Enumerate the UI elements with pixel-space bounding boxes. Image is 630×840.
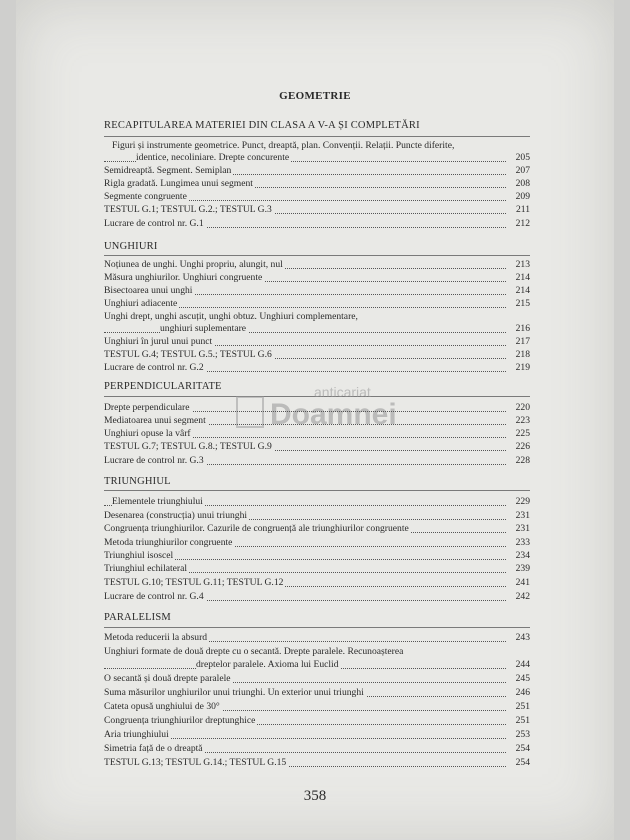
toc-entry-text: TESTUL G.13; TESTUL G.14.; TESTUL G.15 — [104, 757, 287, 768]
toc-page: 208 — [506, 178, 530, 190]
toc-entry-text: Unghiuri adiacente — [104, 298, 178, 309]
watermark-bottom-text: Doamnei — [270, 398, 397, 431]
toc-entry-text: Metoda triunghiurilor congruente — [104, 537, 233, 548]
toc-entry — [104, 537, 530, 549]
toc-entry — [104, 285, 530, 297]
toc-entry — [104, 577, 530, 589]
toc-entry-text: TESTUL G.7; TESTUL G.8.; TESTUL G.9 — [104, 441, 272, 452]
toc-entry-text: Triunghiul isoscel — [104, 550, 174, 561]
section-divider — [104, 255, 530, 256]
toc-page: 216 — [506, 323, 530, 335]
toc-entry — [104, 496, 530, 508]
toc-page: 207 — [506, 165, 530, 177]
toc-entry — [104, 701, 530, 713]
toc-page: 213 — [506, 259, 530, 271]
watermark-top-text: anticariat — [314, 384, 371, 400]
section-divider — [104, 136, 530, 137]
toc-page: 217 — [506, 336, 530, 348]
toc-entry — [104, 659, 530, 671]
toc-entry-text: O secantă și două drepte paralele — [104, 673, 231, 684]
toc-page: 205 — [506, 152, 530, 164]
toc-page: 231 — [506, 523, 530, 535]
toc-page: 225 — [506, 428, 530, 440]
toc-page: 231 — [506, 510, 530, 522]
toc-entry-text: Cateta opusă unghiului de 30° — [104, 701, 220, 712]
toc-entry-text: Rigla gradată. Lungimea unui segment — [104, 178, 253, 189]
toc-entry — [104, 523, 530, 535]
toc-entry-text: TESTUL G.4; TESTUL G.5.; TESTUL G.6 — [104, 349, 272, 360]
toc-page: 239 — [506, 563, 530, 575]
toc-entry-text: Lucrare de control nr. G.3 — [104, 455, 204, 466]
toc-entry-text: Unghi drept, unghi ascuțit, unghi obtuz. Unghiuri complementare, — [104, 311, 358, 322]
toc-page: 244 — [506, 659, 530, 671]
toc-page: 214 — [506, 272, 530, 284]
toc-page: 234 — [506, 550, 530, 562]
toc-entry — [104, 165, 530, 177]
toc-page: 233 — [506, 537, 530, 549]
toc-entry — [104, 563, 530, 575]
toc-entry — [104, 715, 530, 727]
toc-entry-text: Metoda reducerii la absurd — [104, 632, 208, 643]
toc-entry-text: Suma măsurilor unghiurilor unui triunghi. Un exterior unui triunghi — [104, 687, 364, 698]
toc-entry — [104, 323, 530, 335]
toc-entry — [104, 204, 530, 216]
toc-page: 218 — [506, 349, 530, 361]
toc-entry-text: Segmente congruente — [104, 191, 187, 202]
toc-page: 254 — [506, 757, 530, 769]
toc-entry — [104, 178, 530, 190]
toc-entry-text: identice, necoliniare. Drepte concurente — [136, 152, 290, 163]
toc-entry-text: unghiuri suplementare — [160, 323, 247, 334]
toc-entry — [104, 673, 530, 685]
toc-entry-text: Bisectoarea unui unghi — [104, 285, 193, 296]
toc-entry-text: Semidreaptă. Segment. Semiplan — [104, 165, 232, 176]
toc-entry-text: Măsura unghiurilor. Unghiuri congruente — [104, 272, 263, 283]
toc-entry-text: Lucrare de control nr. G.4 — [104, 591, 204, 602]
toc-entry-text: Lucrare de control nr. G.2 — [104, 362, 204, 373]
toc-entry-text: TESTUL G.10; TESTUL G.11; TESTUL G.12 — [104, 577, 284, 588]
page-number: 358 — [303, 788, 327, 804]
toc-entry — [104, 687, 530, 699]
toc-entry-text: Lucrare de control nr. G.1 — [104, 218, 204, 229]
toc-entry-text: Congruența triunghiurilor. Cazurile de congruență ale triunghiurilor congruente — [104, 523, 409, 534]
toc-entry-text: Noțiunea de unghi. Unghi propriu, alungit, nul — [104, 259, 283, 270]
toc-entry-text: Elementele triunghiului — [112, 496, 203, 507]
section-heading: RECAPITULAREA MATERIEI DIN CLASA A V-A ȘI COMPLETĂRI — [104, 120, 420, 131]
toc-entry-text: Unghiuri în jurul unui punct — [104, 336, 213, 347]
toc-entry — [104, 455, 530, 467]
toc-entry — [104, 272, 530, 284]
toc-entry — [104, 336, 530, 348]
toc-entry — [104, 298, 530, 310]
toc-entry-text: dreptelor paralele. Axioma lui Euclid — [196, 659, 339, 670]
toc-page: 243 — [506, 632, 530, 644]
toc-entry-text: Figuri și instrumente geometrice. Punct, dreaptă, plan. Convenții. Relații. Puncte diferite, — [112, 140, 455, 151]
section-heading: TRIUNGHIUL — [104, 476, 171, 487]
toc-page: 246 — [506, 687, 530, 699]
toc-page: 229 — [506, 496, 530, 508]
toc-entry-text: Drepte perpendiculare — [104, 402, 190, 413]
toc-page: 212 — [506, 218, 530, 230]
toc-entry — [104, 191, 530, 203]
toc-entry — [104, 757, 530, 769]
section-divider — [104, 627, 530, 628]
toc-entry-text: Congruența triunghiurilor dreptunghice — [104, 715, 256, 726]
page-title: GEOMETRIE — [279, 90, 351, 102]
toc-page: 251 — [506, 701, 530, 713]
section-heading: UNGHIURI — [104, 241, 158, 252]
toc-entry — [104, 510, 530, 522]
toc-page: 253 — [506, 729, 530, 741]
toc-entry-text: Desenarea (construcția) unui triunghi — [104, 510, 248, 521]
section-heading: PERPENDICULARITATE — [104, 381, 222, 392]
toc-entry — [104, 550, 530, 562]
toc-entry — [104, 152, 530, 164]
toc-entry — [104, 362, 530, 374]
toc-entry-text: Unghiuri opuse la vârf — [104, 428, 191, 439]
toc-entry — [104, 591, 530, 603]
toc-page: 219 — [506, 362, 530, 374]
toc-page: 220 — [506, 402, 530, 414]
toc-page: 245 — [506, 673, 530, 685]
toc-entry — [104, 441, 530, 453]
toc-entry — [104, 632, 530, 644]
toc-page: 211 — [506, 204, 530, 216]
toc-entry-text: Triunghiul echilateral — [104, 563, 188, 574]
toc-entry-text: Mediatoarea unui segment — [104, 415, 206, 426]
toc-page: 251 — [506, 715, 530, 727]
toc-page: 242 — [506, 591, 530, 603]
toc-entry-text: TESTUL G.1; TESTUL G.2.; TESTUL G.3 — [104, 204, 272, 215]
toc-page: 254 — [506, 743, 530, 755]
toc-page: 241 — [506, 577, 530, 589]
section-heading: PARALELISM — [104, 612, 171, 623]
toc-page: 223 — [506, 415, 530, 427]
toc-entry-text: Unghiuri formate de două drepte cu o secantă. Drepte paralele. Recunoașterea — [104, 646, 404, 657]
toc-page: 215 — [506, 298, 530, 310]
toc-page: 226 — [506, 441, 530, 453]
toc-entry — [104, 218, 530, 230]
toc-entry-text: Aria triunghiului — [104, 729, 169, 740]
toc-entry — [104, 729, 530, 741]
toc-page: 209 — [506, 191, 530, 203]
toc-entry — [104, 349, 530, 361]
toc-page: 228 — [506, 455, 530, 467]
toc-entry-text: Simetria față de o dreaptă — [104, 743, 203, 754]
toc-entry — [104, 743, 530, 755]
section-divider — [104, 490, 530, 491]
toc-entry — [104, 259, 530, 271]
toc-page: 214 — [506, 285, 530, 297]
